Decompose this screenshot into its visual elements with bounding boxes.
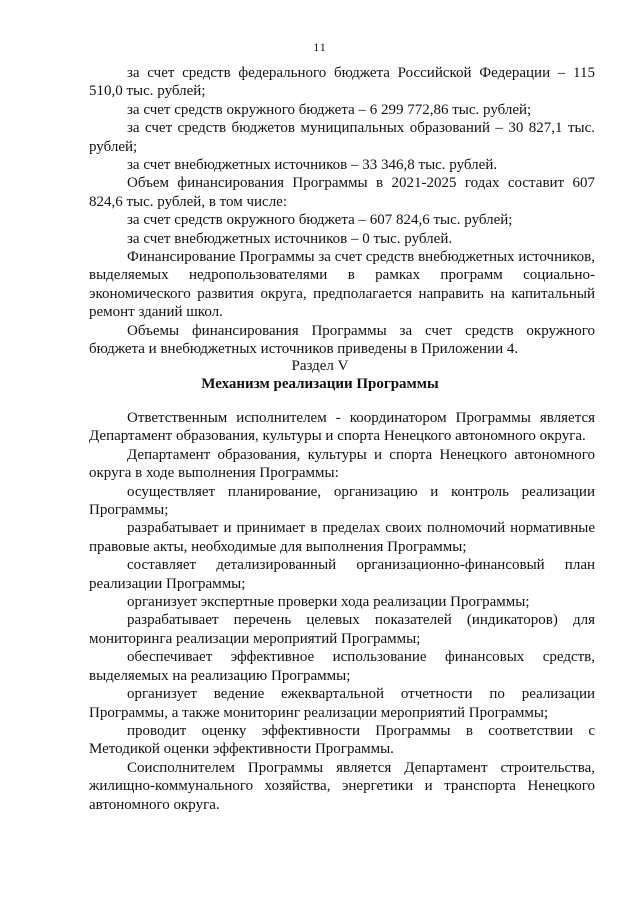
paragraph-duty-expert-reviews: организует экспертные проверки хода реализации Программы; bbox=[127, 594, 530, 611]
paragraph-extrabudgetary: за счет внебюджетных источников – 33 346,8 тыс. рублей. bbox=[127, 157, 498, 174]
paragraph-financing-2021-2025: Объем финансирования Программы в 2021-2025 годах составит 607 824,6 тыс. рублей, в том числе: bbox=[89, 175, 595, 210]
paragraph-duty-funds-use: обеспечивает эффективное использование финансовых средств, выделяемых на реализацию Программы; bbox=[89, 649, 595, 684]
section-number: Раздел V bbox=[291, 358, 349, 374]
financing-section bbox=[89, 64, 595, 359]
page-number: 11 bbox=[313, 40, 327, 54]
paragraph-extrabudgetary-2021-2025: за счет внебюджетных источников – 0 тыс. рублей. bbox=[127, 230, 453, 247]
paragraph-duty-legal-acts: разрабатывает и принимает в пределах своих полномочий нормативные правовые акты, необходимые для выполнения Программы; bbox=[89, 520, 595, 555]
section-heading bbox=[0, 357, 640, 394]
paragraph-appendix-reference: Объемы финансирования Программы за счет средств окружного бюджета и внебюджетных источников приведены в Приложении 4. bbox=[89, 322, 595, 358]
paragraph-federal-budget: за счет средств федерального бюджета Российской Федерации – 115 510,0 тыс. рублей; bbox=[89, 65, 595, 100]
paragraph-duty-indicators: разрабатывает перечень целевых показателей (индикаторов) для мониторинга реализации мероприятий Программы; bbox=[89, 612, 595, 647]
paragraph-subsoil-users-financing: Финансирование Программы за счет средств внебюджетных источников, выделяемых недропользователями в рамках программ социально-экономического развития округа, предполагается направить на капитальный ремонт зданий школ. bbox=[89, 249, 595, 321]
paragraph-district-budget-2021-2025: за счет средств окружного бюджета – 607 824,6 тыс. рублей; bbox=[127, 212, 513, 229]
paragraph-department-duties-intro: Департамент образования, культуры и спорта Ненецкого автономного округа в ходе выполнения Программы: bbox=[89, 446, 595, 482]
paragraph-duty-financial-plan: составляет детализированный организационно-финансовый план реализации Программы; bbox=[89, 557, 595, 592]
paragraph-municipal-budgets: за счет средств бюджетов муниципальных образований – 30 827,1 тыс. рублей; bbox=[89, 120, 595, 155]
mechanism-section bbox=[89, 409, 595, 814]
paragraph-responsible-executor: Ответственным исполнителем - координатором Программы является Департамент образования, культуры и спорта Ненецкого автономного округа. bbox=[89, 410, 595, 445]
paragraph-duty-effectiveness: проводит оценку эффективности Программы в соответствии с Методикой оценки эффективности Программы. bbox=[89, 722, 595, 758]
paragraph-duty-planning: осуществляет планирование, организацию и контроль реализации Программы; bbox=[89, 483, 595, 519]
paragraph-co-executor: Соисполнителем Программы является Департамент строительства, жилищно-коммунального хозяйства, энергетики и транспорта Ненецкого автономного округа. bbox=[89, 759, 595, 813]
section-title: Механизм реализации Программы bbox=[201, 376, 439, 393]
paragraph-duty-reporting: организует ведение ежеквартальной отчетности по реализации Программы, а также мониторинг реализации мероприятий Программы; bbox=[89, 686, 595, 721]
paragraph-district-budget: за счет средств окружного бюджета – 6 299 772,86 тыс. рублей; bbox=[127, 101, 532, 118]
